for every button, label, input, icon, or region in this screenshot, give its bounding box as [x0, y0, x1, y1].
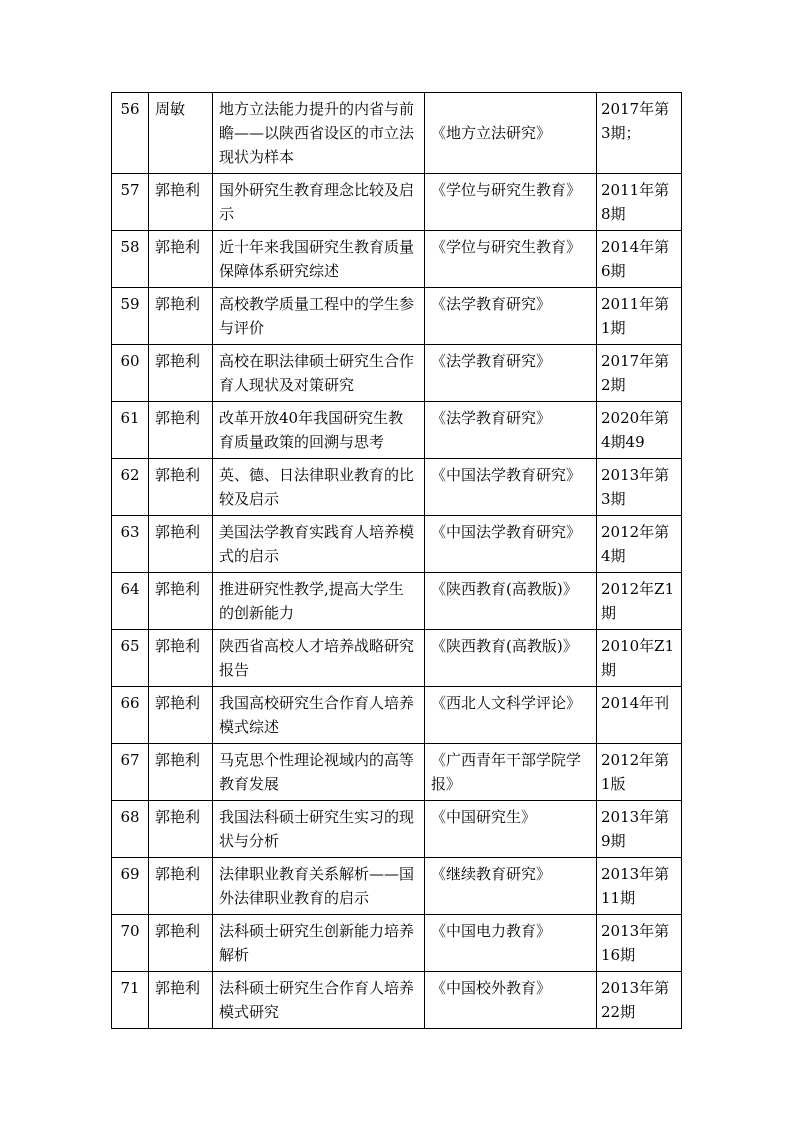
- author-cell: 周敏: [149, 93, 213, 174]
- table-row: [112, 231, 682, 288]
- title-cell: 高校教学质量工程中的学生参与评价: [213, 288, 425, 345]
- row-number: 67: [112, 744, 149, 801]
- issue-cell: 2013年第11期: [597, 858, 682, 915]
- author-cell: 郭艳利: [149, 858, 213, 915]
- issue-cell: 2011年第8期: [597, 174, 682, 231]
- author-cell: 郭艳利: [149, 915, 213, 972]
- journal-cell: 《继续教育研究》: [425, 858, 597, 915]
- row-number: 60: [112, 345, 149, 402]
- author-cell: 郭艳利: [149, 345, 213, 402]
- journal-cell: 《地方立法研究》: [425, 93, 597, 174]
- author-cell: 郭艳利: [149, 972, 213, 1029]
- table-row: [112, 459, 682, 516]
- author-cell: 郭艳利: [149, 516, 213, 573]
- row-number: 63: [112, 516, 149, 573]
- title-cell: 推进研究性教学,提高大学生的创新能力: [213, 573, 425, 630]
- journal-cell: 《学位与研究生教育》: [425, 231, 597, 288]
- title-cell: 我国法科硕士研究生实习的现状与分析: [213, 801, 425, 858]
- issue-cell: 2011年第1期: [597, 288, 682, 345]
- table-row: [112, 174, 682, 231]
- title-cell: 高校在职法律硕士研究生合作育人现状及对策研究: [213, 345, 425, 402]
- row-number: 64: [112, 573, 149, 630]
- row-number: 71: [112, 972, 149, 1029]
- issue-cell: 2013年第9期: [597, 801, 682, 858]
- table-row: [112, 402, 682, 459]
- journal-cell: 《西北人文科学评论》: [425, 687, 597, 744]
- row-number: 70: [112, 915, 149, 972]
- journal-cell: 《中国研究生》: [425, 801, 597, 858]
- row-number: 65: [112, 630, 149, 687]
- issue-cell: 2014年刊: [597, 687, 682, 744]
- table-row: [112, 516, 682, 573]
- title-cell: 近十年来我国研究生教育质量保障体系研究综述: [213, 231, 425, 288]
- journal-cell: 《中国法学教育研究》: [425, 516, 597, 573]
- table-row: [112, 744, 682, 801]
- title-cell: 英、德、日法律职业教育的比较及启示: [213, 459, 425, 516]
- title-cell: 陕西省高校人才培养战略研究报告: [213, 630, 425, 687]
- journal-cell: 《法学教育研究》: [425, 402, 597, 459]
- issue-cell: 2017年第3期；: [597, 93, 682, 174]
- title-cell: 法律职业教育关系解析——国外法律职业教育的启示: [213, 858, 425, 915]
- journal-cell: 《中国法学教育研究》: [425, 459, 597, 516]
- title-cell: 法科硕士研究生创新能力培养解析: [213, 915, 425, 972]
- row-number: 68: [112, 801, 149, 858]
- title-cell: 国外研究生教育理念比较及启示: [213, 174, 425, 231]
- author-cell: 郭艳利: [149, 630, 213, 687]
- issue-cell: 2017年第2期: [597, 345, 682, 402]
- issue-cell: 2012年第4期: [597, 516, 682, 573]
- author-cell: 郭艳利: [149, 687, 213, 744]
- row-number: 57: [112, 174, 149, 231]
- row-number: 61: [112, 402, 149, 459]
- journal-cell: 《陕西教育(高教版)》: [425, 630, 597, 687]
- journal-cell: 《法学教育研究》: [425, 345, 597, 402]
- table-row: [112, 573, 682, 630]
- author-cell: 郭艳利: [149, 288, 213, 345]
- table-row: [112, 687, 682, 744]
- author-cell: 郭艳利: [149, 801, 213, 858]
- table-row: [112, 915, 682, 972]
- table-row: [112, 93, 682, 174]
- row-number: 59: [112, 288, 149, 345]
- row-number: 66: [112, 687, 149, 744]
- row-number: 58: [112, 231, 149, 288]
- publications-table: [111, 92, 682, 1029]
- table-row: [112, 858, 682, 915]
- table-row: [112, 288, 682, 345]
- author-cell: 郭艳利: [149, 402, 213, 459]
- author-cell: 郭艳利: [149, 174, 213, 231]
- issue-cell: 2014年第6期: [597, 231, 682, 288]
- journal-cell: 《陕西教育(高教版)》: [425, 573, 597, 630]
- title-cell: 我国高校研究生合作育人培养模式综述: [213, 687, 425, 744]
- title-cell: 地方立法能力提升的内省与前瞻——以陕西省设区的市立法现状为样本: [213, 93, 425, 174]
- issue-cell: 2020年第4期49: [597, 402, 682, 459]
- table-row: [112, 630, 682, 687]
- issue-cell: 2012年Z1期: [597, 573, 682, 630]
- row-number: 69: [112, 858, 149, 915]
- row-number: 56: [112, 93, 149, 174]
- journal-cell: 《学位与研究生教育》: [425, 174, 597, 231]
- journal-cell: 《中国校外教育》: [425, 972, 597, 1029]
- author-cell: 郭艳利: [149, 573, 213, 630]
- author-cell: 郭艳利: [149, 231, 213, 288]
- journal-cell: 《法学教育研究》: [425, 288, 597, 345]
- journal-cell: 《广西青年干部学院学报》: [425, 744, 597, 801]
- issue-cell: 2012年第1版: [597, 744, 682, 801]
- issue-cell: 2013年第3期: [597, 459, 682, 516]
- issue-cell: 2013年第16期: [597, 915, 682, 972]
- title-cell: 美国法学教育实践育人培养模式的启示: [213, 516, 425, 573]
- title-cell: 法科硕士研究生合作育人培养模式研究: [213, 972, 425, 1029]
- table-row: [112, 972, 682, 1029]
- title-cell: 改革开放40年我国研究生教育质量政策的回溯与思考: [213, 402, 425, 459]
- table-row: [112, 345, 682, 402]
- title-cell: 马克思个性理论视域内的高等教育发展: [213, 744, 425, 801]
- issue-cell: 2010年Z1期: [597, 630, 682, 687]
- journal-cell: 《中国电力教育》: [425, 915, 597, 972]
- author-cell: 郭艳利: [149, 459, 213, 516]
- author-cell: 郭艳利: [149, 744, 213, 801]
- table-row: [112, 801, 682, 858]
- row-number: 62: [112, 459, 149, 516]
- issue-cell: 2013年第22期: [597, 972, 682, 1029]
